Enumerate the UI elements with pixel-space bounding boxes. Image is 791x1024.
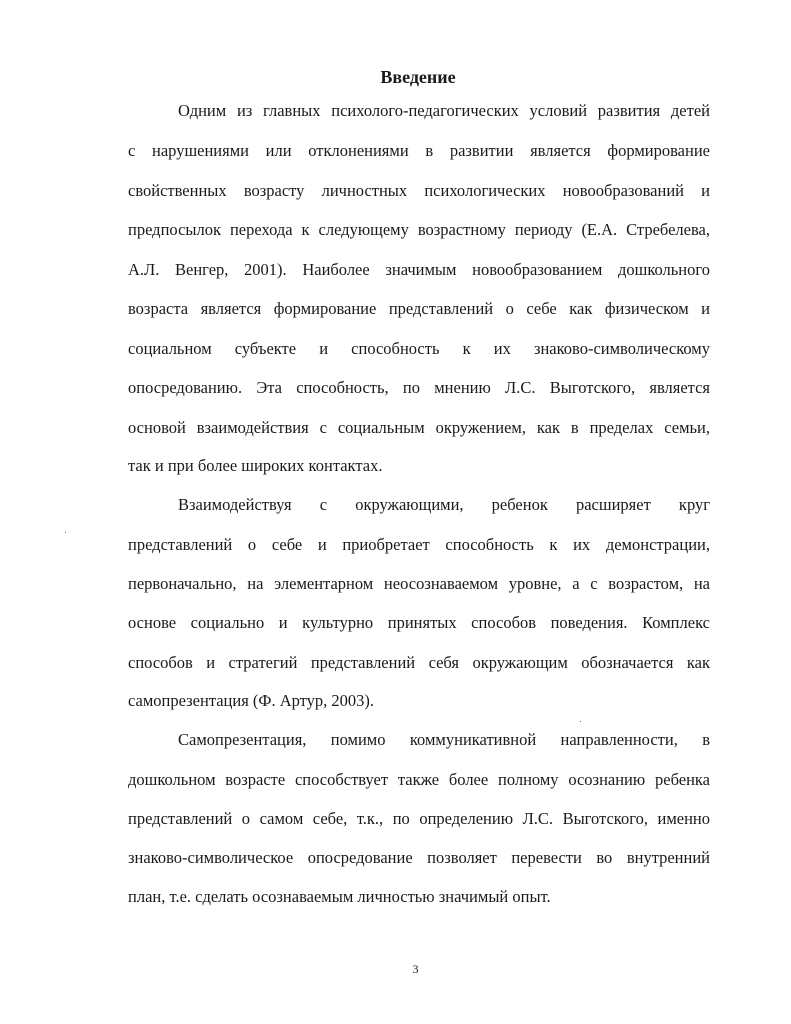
text-line: Взаимодействуя с окружающими, ребенок расширяет круг <box>178 495 710 514</box>
scan-speck <box>580 721 581 722</box>
text-line: первоначально, на элементарном неосознаваемом уровне, а с возрастом, на <box>128 574 710 593</box>
text-line: Одним из главных психолого-педагогических условий развития детей <box>178 101 710 120</box>
text-line: опосредованию. Эта способность, по мнению Л.С. Выготского, является <box>128 378 710 397</box>
scan-speck <box>65 532 66 533</box>
text-line: представлений о самом себе, т.к., по определению Л.С. Выготского, именно <box>128 809 710 828</box>
text-line: способов и стратегий представлений себя окружающим обозначается как <box>128 653 710 672</box>
text-line: Самопрезентация, помимо коммуникативной направленности, в <box>178 730 710 749</box>
text-line: предпосылок перехода к следующему возрастному периоду (Е.А. Стребелева, <box>128 220 710 239</box>
text-line: дошкольном возрасте способствует также более полному осознанию ребенка <box>128 770 710 789</box>
text-line: так и при более широких контактах. <box>128 456 383 475</box>
text-line: знаково-символическое опосредование позволяет перевести во внутренний <box>128 848 710 867</box>
text-line: основой взаимодействия с социальным окружением, как в пределах семьи, <box>128 418 710 437</box>
text-line: социальном субъекте и способность к их знаково-символическому <box>128 339 710 358</box>
text-line: представлений о себе и приобретает способность к их демонстрации, <box>128 535 710 554</box>
text-line: возраста является формирование представлений о себе как физическом и <box>128 299 710 318</box>
text-line: с нарушениями или отклонениями в развитии является формирование <box>128 141 710 160</box>
text-line: план, т.е. сделать осознаваемым личностью значимый опыт. <box>128 887 551 906</box>
text-line: основе социально и культурно принятых способов поведения. Комплекс <box>128 613 710 632</box>
text-line: самопрезентация (Ф. Артур, 2003). <box>128 691 375 710</box>
page-title: Введение <box>380 67 456 87</box>
page-number: 3 <box>412 962 419 976</box>
text-line: свойственных возрасту личностных психологических новообразований и <box>128 181 710 200</box>
text-line: А.Л. Венгер, 2001). Наиболее значимым новообразованием дошкольного <box>128 260 710 279</box>
